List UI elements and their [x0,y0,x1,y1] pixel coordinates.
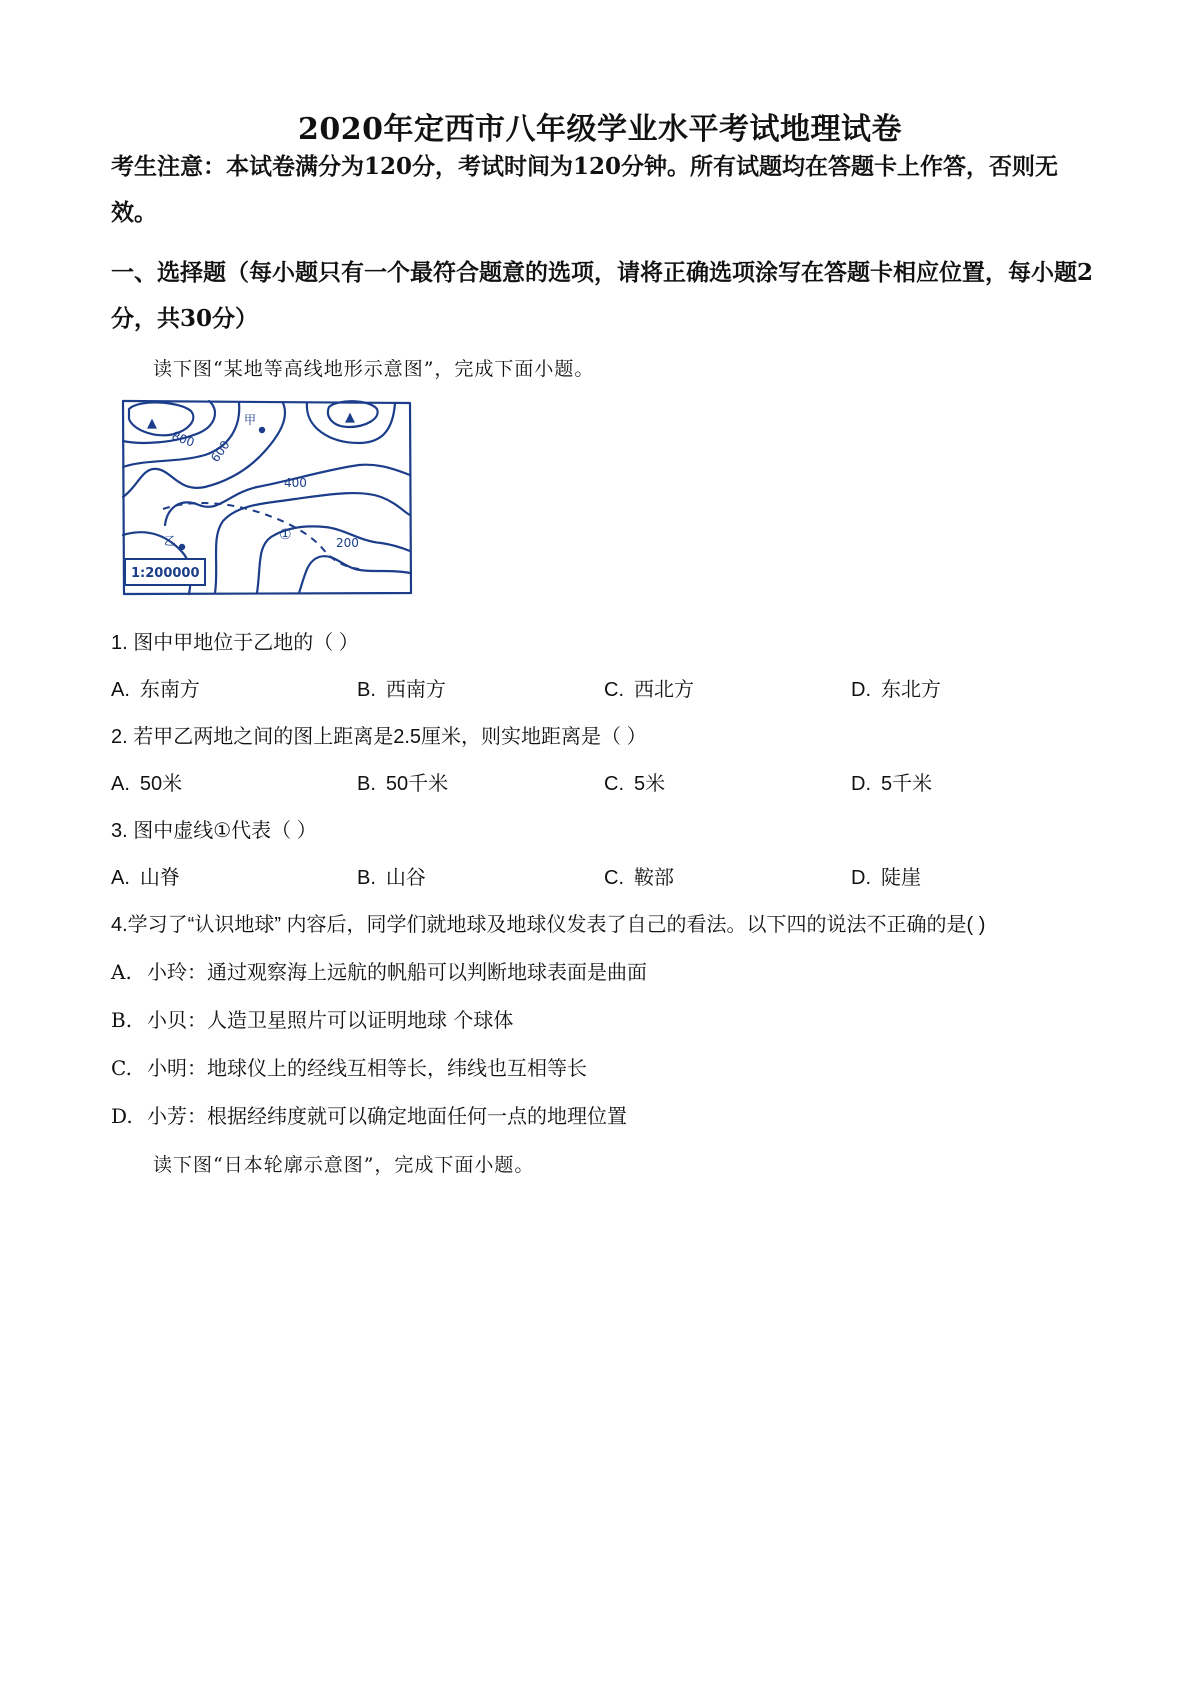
question-2-options [111,767,1091,797]
contour-peak-left-inner [129,402,193,435]
q4-option-c[interactable]: C. 小明：地球仪上的经线互相等长，纬线也互相等长 [111,1056,587,1080]
question-3-options [111,861,1091,891]
q1-option-d[interactable]: D. 东北方 [851,679,941,701]
q2-option-b[interactable]: B. 50千米 [357,773,449,795]
q4-option-d[interactable]: D. 小芳：根据经纬度就可以确定地面任何一点的地理位置 [111,1104,627,1128]
section-heading: 一、选择题（每小题只有一个最符合题意的选项，请将正确选项涂写在答题卡相应位置，每小题2分，共30分） [111,259,1094,332]
scale-label: 1:200000 [131,566,200,581]
q1-option-b[interactable]: B. 西南方 [357,679,446,701]
q4-option-a[interactable]: A. 小玲：通过观察海上远航的帆船可以判断地球表面是曲面 [111,960,647,984]
q1-option-c[interactable]: C. 西北方 [604,679,694,701]
label-600: 600 [207,437,233,465]
q1-option-a[interactable]: A. 东南方 [111,679,200,701]
question-3: 3. 图中虚线①代表（ ） [111,820,317,842]
question-1-options [111,673,1091,703]
question-4: 4.学习了“认识地球” 内容后，同学们就地球及地球仪发表了自己的看法。以下四的说法不正确的是( ) [111,914,986,936]
contour-800 [123,401,215,443]
point-yi [179,544,185,550]
label-dashed-1: ① [279,527,292,543]
contour-map [119,397,419,597]
point-jia [259,427,265,433]
label-800: 800 [169,428,197,450]
label-jia: 甲 [244,413,257,427]
intro-japan-map: 读下图“日本轮廓示意图”，完成下面小题。 [153,1154,535,1176]
question-2: 2. 若甲乙两地之间的图上距离是2.5厘米，则实地距离是（ ） [111,726,647,748]
exam-notice: 考生注意：本试卷满分为120分，考试时间为120分钟。所有试题均在答题卡上作答，否则无效。 [111,153,1059,226]
exam-title: 2020年定西市八年级学业水平考试地理试卷 [298,112,902,147]
q3-option-a[interactable]: A. 山脊 [111,867,180,889]
question-1: 1. 图中甲地位于乙地的（ ） [111,632,359,654]
peak-mark-right: ▲ [345,410,355,425]
contour-map-figure [119,397,419,597]
contour-lower-right [299,556,410,593]
q3-option-b[interactable]: B. 山谷 [357,867,426,889]
q2-option-d[interactable]: D. 5千米 [851,773,933,795]
q3-option-c[interactable]: C. 鞍部 [604,867,674,889]
q2-option-c[interactable]: C. 5米 [604,773,666,795]
intro-contour-map: 读下图“某地等高线地形示意图”，完成下面小题。 [153,358,595,380]
label-400: 400 [284,476,307,490]
q2-option-a[interactable]: A. 50米 [111,773,183,795]
label-yi: 乙 [164,534,177,548]
q4-option-b[interactable]: B. 小贝：人造卫星照片可以证明地球 个球体 [111,1008,514,1032]
q3-option-d[interactable]: D. 陡崖 [851,867,921,889]
label-200: 200 [336,536,359,550]
peak-mark-left: ▲ [147,416,157,431]
